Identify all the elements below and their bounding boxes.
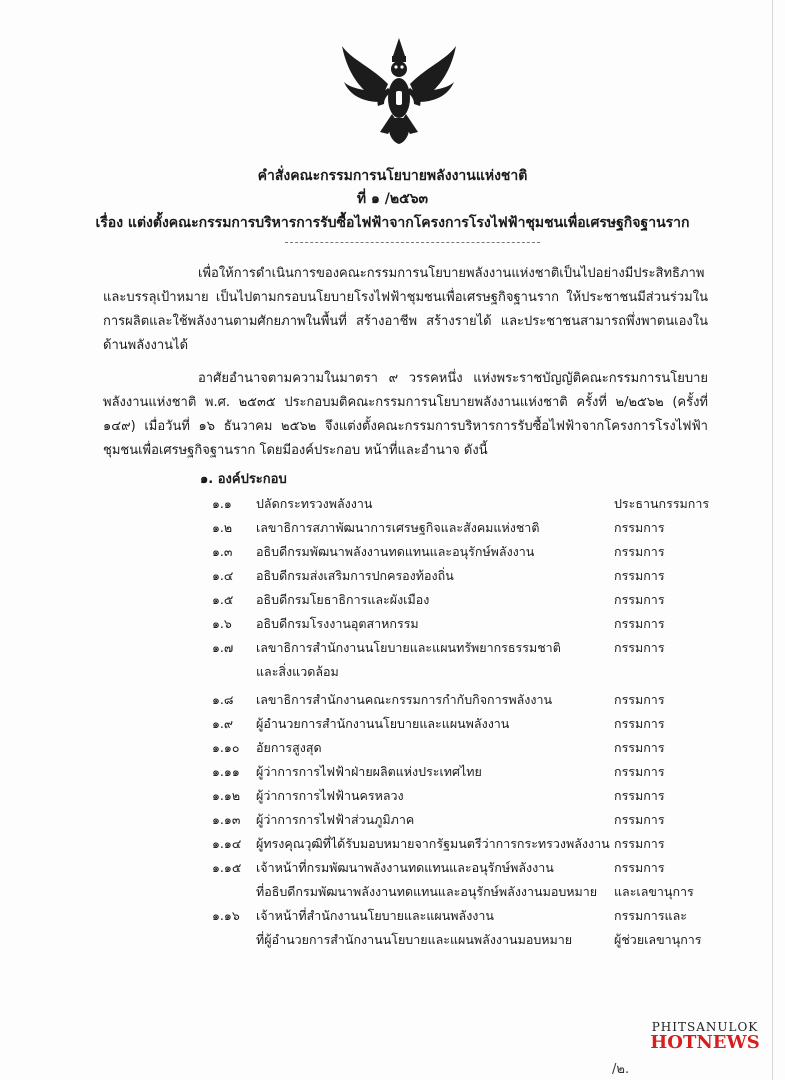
member-role: กรรมการ [614,692,665,707]
member-number: ๑.๒ [212,520,233,535]
member-role: กรรมการ [614,520,665,535]
member-name: อธิบดีกรมพัฒนาพลังงานทดแทนและอนุรักษ์พลังงาน [256,544,535,559]
order-subject: เรื่อง แต่งตั้งคณะกรรมการบริหารการรับซื้อไฟฟ้าจากโครงการโรงไฟฟ้าชุมชนเพื่อเศรษฐกิจฐานราก [95,215,690,231]
member-role-continued: และเลขานุการ [614,884,694,899]
member-role: กรรมการ [614,568,665,583]
member-name: เลขาธิการสภาพัฒนาการเศรษฐกิจและสังคมแห่งชาติ [256,520,540,535]
member-role: กรรมการ [614,836,665,851]
member-name: อัยการสูงสุด [256,740,322,755]
section-title-composition: ๑. องค์ประกอบ [200,472,287,487]
member-role: กรรมการ [614,716,665,731]
member-name: เจ้าหน้าที่สำนักงานนโยบายและแผนพลังงาน [256,908,494,923]
member-role-continued: ผู้ช่วยเลขานุการ [614,932,702,947]
paragraph-authority [103,367,708,463]
member-name-continued: ที่ผู้อำนวยการสำนักงานนโยบายและแผนพลังงานมอบหมาย [256,932,573,947]
member-name: ผู้อำนวยการสำนักงานนโยบายและแผนพลังงาน [256,716,510,731]
member-number: ๑.๑๐ [212,740,240,755]
member-name: เจ้าหน้าที่กรมพัฒนาพลังงานทดแทนและอนุรักษ์พลังงาน [256,860,554,875]
paragraph-authority-text: อาศัยอำนาจตามความในมาตรา ๙ วรรคหนึ่ง แห่งพระราชบัญญัติคณะกรรมการนโยบายพลังงานแห่งชาติ พ.ศ. ๒๕๓๕ ประกอบมติคณะกรรมการนโยบายพลังงานแห่งชาติ ครั้งที่ ๒/๒๕๖๒ (ครั้งที่ ๑๔๙) เมื่อวันที่ ๑๖ ธันวาคม ๒๕๖๒ จึงแต่งตั้งคณะกรรมการบริหารการรับซื้อไฟฟ้าจากโครงการโรงไฟฟ้าชุมชนเพื่อเศรษฐกิจฐานราก โดยมีองค์ประกอบ หน้าที่และอำนาจ ดังนี้ [103,371,708,458]
member-role: กรรมการ [614,812,665,827]
member-role: กรรมการ [614,788,665,803]
member-name-continued: ที่อธิบดีกรมพัฒนาพลังงานทดแทนและอนุรักษ์พลังงานมอบหมาย [256,884,598,899]
next-page-mark: /๒. [612,1062,630,1077]
member-role: กรรมการ [614,592,665,607]
member-role: ประธานกรรมการ [614,496,710,511]
member-role: กรรมการและ [614,908,687,923]
member-number: ๑.๑๓ [212,812,241,827]
paragraph-purpose [103,262,708,358]
member-number: ๑.๑ [212,496,232,511]
watermark-main-text: HOTNEWS [650,1032,760,1053]
member-name: ผู้ว่าการการไฟฟ้านครหลวง [256,788,404,803]
member-number: ๑.๖ [212,616,232,631]
member-number: ๑.๑๑ [212,764,240,779]
watermark-top-text: PHITSANULOK [651,1020,759,1034]
watermark-logo [640,1020,770,1052]
member-number: ๑.๘ [212,692,234,707]
member-number: ๑.๑๒ [212,788,241,803]
member-name: ผู้ว่าการการไฟฟ้าฝ่ายผลิตแห่งประเทศไทย [256,764,482,779]
member-role: กรรมการ [614,616,665,631]
member-name: ปลัดกระทรวงพลังงาน [256,496,373,511]
member-role: กรรมการ [614,764,665,779]
member-name: เลขาธิการสำนักงานคณะกรรมการกำกับกิจการพลังงาน [256,692,553,707]
member-name: เลขาธิการสำนักงานนโยบายและแผนทรัพยากรธรรมชาติ [256,640,561,655]
member-name-continued: และสิ่งแวดล้อม [256,664,339,679]
member-name: ผู้ว่าการการไฟฟ้าส่วนภูมิภาค [256,812,415,827]
member-role: กรรมการ [614,740,665,755]
page-edge-line [772,0,773,1080]
order-title: คำสั่งคณะกรรมการนโยบายพลังงานแห่งชาติ [257,168,528,184]
member-number: ๑.๑๔ [212,836,242,851]
member-number: ๑.๔ [212,568,234,583]
member-number: ๑.๕ [212,592,234,607]
member-number: ๑.๗ [212,640,234,655]
title-separator [285,242,540,243]
member-name: อธิบดีกรมส่งเสริมการปกครองท้องถิ่น [256,568,454,583]
member-number: ๑.๓ [212,544,233,559]
order-number: ที่ ๑ /๒๕๖๓ [356,191,429,207]
member-number: ๑.๑๖ [212,908,240,923]
paragraph-purpose-text: เพื่อให้การดำเนินการของคณะกรรมการนโยบายพลังงานแห่งชาติเป็นไปอย่างมีประสิทธิภาพ และบรรลุเป้าหมาย เป็นไปตามกรอบนโยบายโรงไฟฟ้าชุมชนเพื่อเศรษฐกิจฐานราก ให้ประชาชนมีส่วนร่วมในการผลิตและใช้พลังงานตามศักยภาพในพื้นที่ สร้างอาชีพ สร้างรายได้ และประชาชนสามารถพึ่งพาตนเองในด้านพลังงานได้ [103,266,708,353]
member-name: อธิบดีกรมโรงงานอุตสาหกรรม [256,616,419,631]
member-name: ผู้ทรงคุณวุฒิที่ได้รับมอบหมายจากรัฐมนตรีว่าการกระทรวงพลังงาน [256,836,610,851]
member-role: กรรมการ [614,544,665,559]
member-role: กรรมการ [614,860,665,875]
member-number: ๑.๙ [212,716,234,731]
garuda-emblem-icon [340,36,458,146]
member-role: กรรมการ [614,640,665,655]
member-number: ๑.๑๕ [212,860,242,875]
member-name: อธิบดีกรมโยธาธิการและผังเมือง [256,592,430,607]
